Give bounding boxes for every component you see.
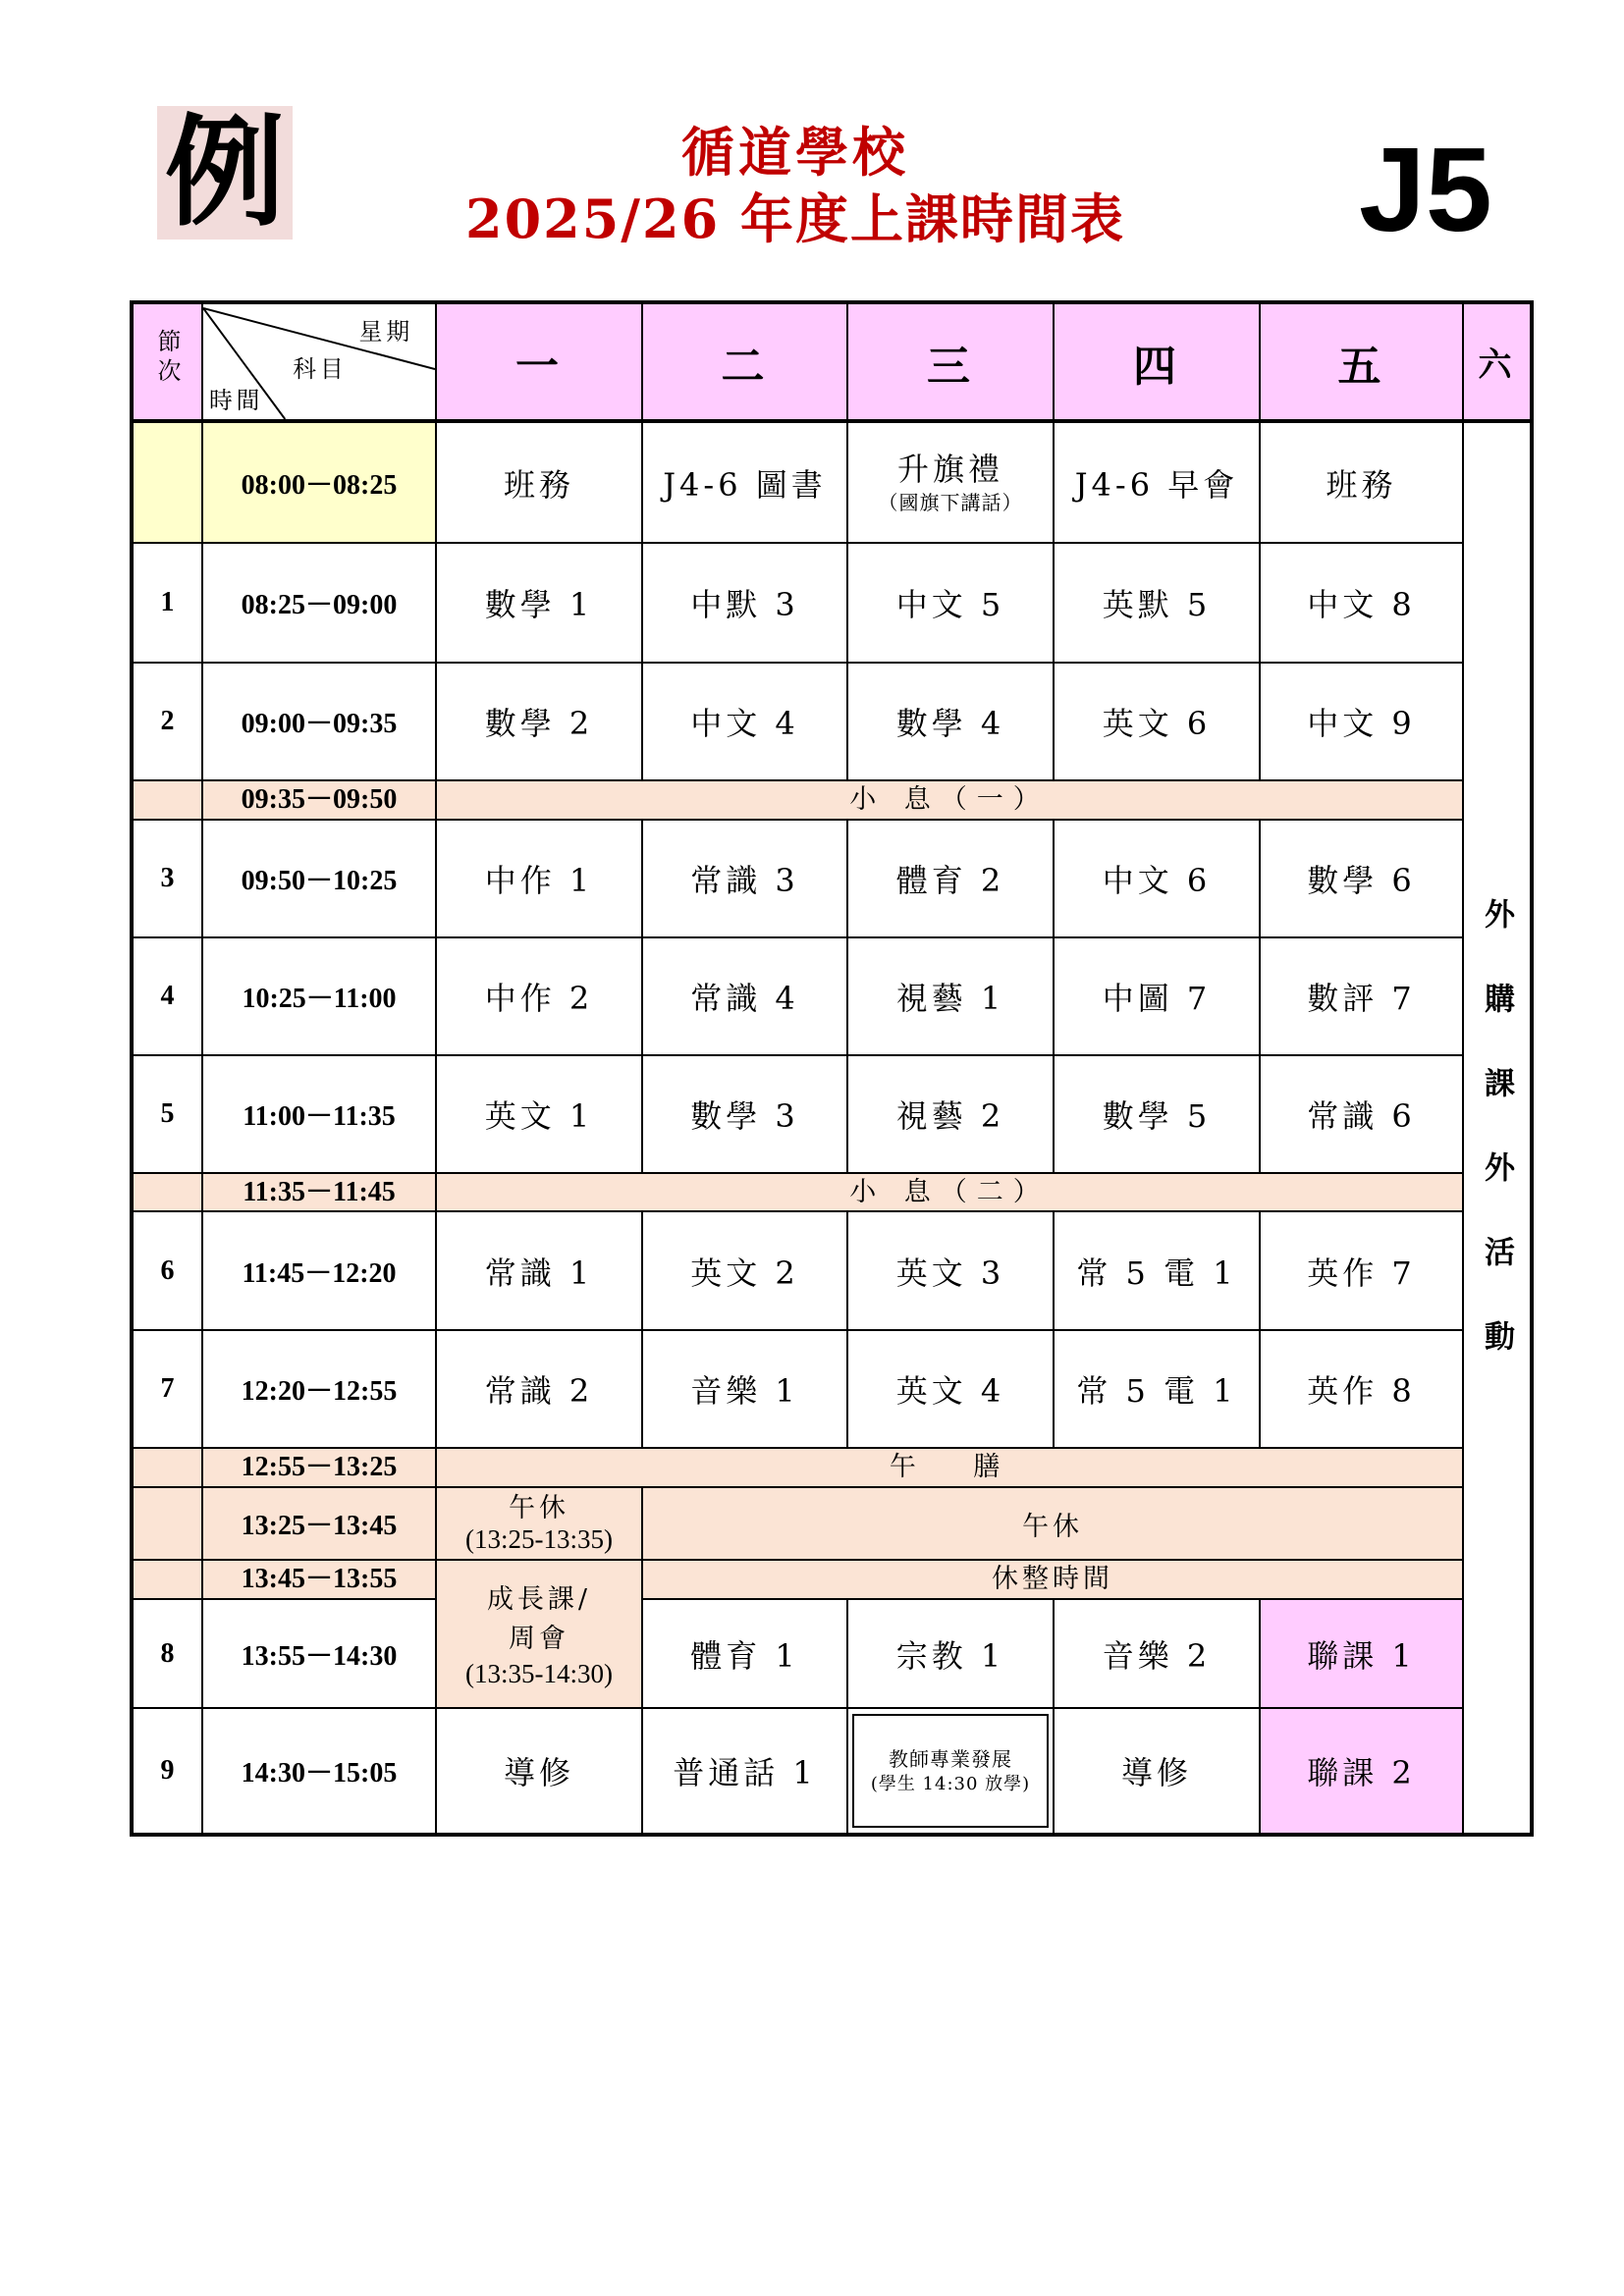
lesson-row bbox=[132, 663, 1532, 780]
period-cell-empty bbox=[132, 1173, 202, 1211]
lesson-row bbox=[132, 1330, 1532, 1448]
period-number: 4 bbox=[132, 937, 202, 1055]
subject-thu: 音樂 2 bbox=[1054, 1599, 1260, 1708]
subject-mon: 英文 1 bbox=[436, 1055, 642, 1173]
noon-rest-mon bbox=[436, 1487, 642, 1560]
subject-wed: 視藝 1 bbox=[847, 937, 1054, 1055]
header-day-sat: 六 bbox=[1463, 302, 1532, 421]
break-label: 小 息（一） bbox=[436, 780, 1463, 820]
lunch-label: 午 膳 bbox=[436, 1448, 1463, 1487]
subject-wed: 視藝 2 bbox=[847, 1055, 1054, 1173]
timetable bbox=[130, 300, 1534, 1837]
teacher-development-label: 教師專業發展 bbox=[889, 1747, 1012, 1771]
class-code: J5 bbox=[1359, 123, 1492, 256]
subject-mon: 常識 1 bbox=[436, 1211, 642, 1330]
subject-thu: 數學 5 bbox=[1054, 1055, 1260, 1173]
subject-wed: 體育 2 bbox=[847, 820, 1054, 937]
subject-fri: 英作 7 bbox=[1260, 1211, 1463, 1330]
teacher-development-box bbox=[852, 1714, 1049, 1828]
assembly-row bbox=[132, 421, 1532, 543]
assembly-thu: J4-6 早會 bbox=[1054, 421, 1260, 543]
growth-line1: 成長課/ bbox=[486, 1583, 592, 1615]
period-cell-empty bbox=[132, 1560, 202, 1599]
noon-rest-others: 午休 bbox=[642, 1487, 1463, 1560]
break-time: 11:35－11:45 bbox=[202, 1173, 436, 1211]
subject-thu: 中文 6 bbox=[1054, 820, 1260, 937]
noon-rest-row bbox=[132, 1487, 1532, 1560]
subject-wed: 宗教 1 bbox=[847, 1599, 1054, 1708]
adjust-time: 13:45－13:55 bbox=[202, 1560, 436, 1599]
subject-mon: 中作 1 bbox=[436, 820, 642, 937]
header-day-fri: 五 bbox=[1260, 302, 1463, 421]
noon-rest-time: 13:25－13:45 bbox=[202, 1487, 436, 1560]
noon-rest-mon-note: (13:25-13:35) bbox=[465, 1524, 613, 1554]
subject-thu: 常 5 電 1 bbox=[1054, 1330, 1260, 1448]
assembly-time: 08:00－08:25 bbox=[202, 421, 436, 543]
timetable-title: 2025/26 年度上課時間表 bbox=[465, 187, 1125, 250]
period-cell-empty bbox=[132, 421, 202, 543]
teacher-development-note: (學生 14:30 放學) bbox=[870, 1774, 1031, 1794]
subject-tue: 英文 2 bbox=[642, 1211, 847, 1330]
subject-fri: 數學 6 bbox=[1260, 820, 1463, 937]
period-time: 11:00－11:35 bbox=[202, 1055, 436, 1173]
title-block bbox=[412, 120, 1178, 253]
header-day-wed: 三 bbox=[847, 302, 1054, 421]
subject-mon: 中作 2 bbox=[436, 937, 642, 1055]
subject-tue: 常識 3 bbox=[642, 820, 847, 937]
subject-wed: 中文 5 bbox=[847, 543, 1054, 663]
subject-tue: 體育 1 bbox=[642, 1599, 847, 1708]
assembly-fri: 班務 bbox=[1260, 421, 1463, 543]
header-day-mon: 一 bbox=[436, 302, 642, 421]
subject-tue: 中默 3 bbox=[642, 543, 847, 663]
subject-wed: 英文 3 bbox=[847, 1211, 1054, 1330]
lesson-row bbox=[132, 1599, 1532, 1708]
saturday-note: 外購課外活動 bbox=[1479, 897, 1514, 1405]
period-cell-empty bbox=[132, 1487, 202, 1560]
period-number: 2 bbox=[132, 663, 202, 780]
period-time: 13:55－14:30 bbox=[202, 1599, 436, 1708]
subject-fri: 英作 8 bbox=[1260, 1330, 1463, 1448]
subject-fri: 聯課 1 bbox=[1260, 1599, 1463, 1708]
subject-tue: 普通話 1 bbox=[642, 1708, 847, 1835]
header-day-tue: 二 bbox=[642, 302, 847, 421]
subject-thu: 英默 5 bbox=[1054, 543, 1260, 663]
assembly-tue: J4-6 圖書 bbox=[642, 421, 847, 543]
header-diagonal-cell bbox=[202, 302, 436, 421]
growth-line2: 周會 bbox=[509, 1623, 569, 1654]
subject-fri: 中文 9 bbox=[1260, 663, 1463, 780]
period-time: 09:50－10:25 bbox=[202, 820, 436, 937]
subject-tue: 常識 4 bbox=[642, 937, 847, 1055]
subject-mon: 數學 2 bbox=[436, 663, 642, 780]
adjust-row bbox=[132, 1560, 1532, 1599]
subject-fri: 常識 6 bbox=[1260, 1055, 1463, 1173]
period-time: 10:25－11:00 bbox=[202, 937, 436, 1055]
header-period-cell bbox=[132, 302, 202, 421]
assembly-wed-label: 升旗禮 bbox=[896, 450, 1003, 488]
period-number: 5 bbox=[132, 1055, 202, 1173]
school-name: 循道學校 bbox=[681, 121, 909, 184]
subject-thu: 英文 6 bbox=[1054, 663, 1260, 780]
header-row bbox=[132, 302, 1532, 421]
break-row bbox=[132, 1173, 1532, 1211]
subject-thu: 常 5 電 1 bbox=[1054, 1211, 1260, 1330]
lesson-row bbox=[132, 1708, 1532, 1835]
lesson-row bbox=[132, 820, 1532, 937]
lesson-row bbox=[132, 1055, 1532, 1173]
header-time-label: 時間 bbox=[208, 386, 264, 415]
subject-wed bbox=[847, 1708, 1054, 1835]
sample-watermark: 例 bbox=[157, 106, 293, 240]
period-number: 7 bbox=[132, 1330, 202, 1448]
assembly-wed bbox=[847, 421, 1054, 543]
growth-assembly-cell bbox=[436, 1560, 642, 1708]
period-time: 11:45－12:20 bbox=[202, 1211, 436, 1330]
lunch-row bbox=[132, 1448, 1532, 1487]
assembly-mon: 班務 bbox=[436, 421, 642, 543]
subject-fri: 數評 7 bbox=[1260, 937, 1463, 1055]
period-cell-empty bbox=[132, 1448, 202, 1487]
lesson-row bbox=[132, 543, 1532, 663]
break-row bbox=[132, 780, 1532, 820]
subject-mon: 常識 2 bbox=[436, 1330, 642, 1448]
break-label: 小 息（二） bbox=[436, 1173, 1463, 1211]
period-number: 1 bbox=[132, 543, 202, 663]
noon-rest-mon-label: 午休 bbox=[509, 1493, 569, 1523]
subject-wed: 英文 4 bbox=[847, 1330, 1054, 1448]
break-time: 09:35－09:50 bbox=[202, 780, 436, 820]
subject-tue: 音樂 1 bbox=[642, 1330, 847, 1448]
subject-wed: 數學 4 bbox=[847, 663, 1054, 780]
period-time: 09:00－09:35 bbox=[202, 663, 436, 780]
subject-fri: 中文 8 bbox=[1260, 543, 1463, 663]
header-day-label: 星期 bbox=[358, 317, 414, 347]
period-number: 8 bbox=[132, 1599, 202, 1708]
period-number: 6 bbox=[132, 1211, 202, 1330]
adjust-label: 休整時間 bbox=[642, 1560, 1463, 1599]
subject-thu: 導修 bbox=[1054, 1708, 1260, 1835]
subject-tue: 中文 4 bbox=[642, 663, 847, 780]
lesson-row bbox=[132, 937, 1532, 1055]
subject-mon: 導修 bbox=[436, 1708, 642, 1835]
header-diagonal-graphic bbox=[203, 304, 435, 419]
period-number: 3 bbox=[132, 820, 202, 937]
period-time: 08:25－09:00 bbox=[202, 543, 436, 663]
period-time: 12:20－12:55 bbox=[202, 1330, 436, 1448]
header-period-label: 節次 bbox=[153, 328, 181, 388]
header-subject-label: 科目 bbox=[293, 354, 348, 384]
lesson-row bbox=[132, 1211, 1532, 1330]
saturday-column bbox=[1463, 421, 1532, 1835]
subject-fri: 聯課 2 bbox=[1260, 1708, 1463, 1835]
growth-note: (13:35-14:30) bbox=[465, 1658, 613, 1688]
assembly-wed-note: （國旗下講話） bbox=[878, 490, 1023, 514]
period-number: 9 bbox=[132, 1708, 202, 1835]
lunch-time: 12:55－13:25 bbox=[202, 1448, 436, 1487]
header-day-thu: 四 bbox=[1054, 302, 1260, 421]
period-time: 14:30－15:05 bbox=[202, 1708, 436, 1835]
subject-mon: 數學 1 bbox=[436, 543, 642, 663]
subject-tue: 數學 3 bbox=[642, 1055, 847, 1173]
period-cell-empty bbox=[132, 780, 202, 820]
subject-thu: 中圖 7 bbox=[1054, 937, 1260, 1055]
